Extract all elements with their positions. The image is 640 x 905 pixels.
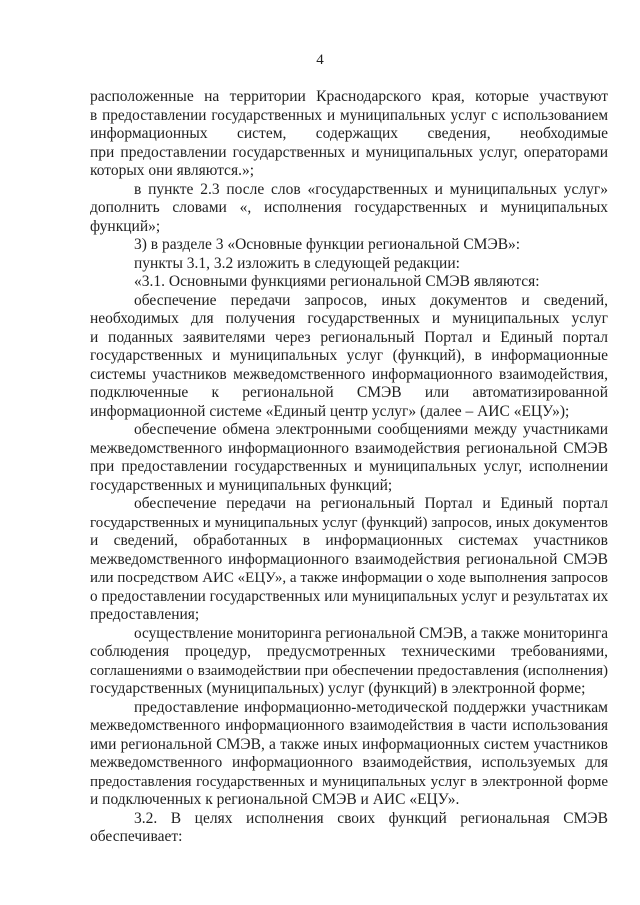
text-line: 3) в разделе 3 «Основные функции региональной СМЭВ»: [134,236,521,253]
text-line: в предоставлении государственных и муниципальных услуг с использованием [90,106,608,124]
text-line: необходимых для получения государственных и муниципальных услуг [90,310,608,327]
text-line: предоставление информационно-методической поддержки участникам [134,698,608,716]
text-line: и подключенных к региональной СМЭВ и АИС «ЕЦУ». [90,791,460,808]
text-line: в пункте 2.3 после слов «государственных и муниципальных услуг» [134,180,608,198]
text-line: обеспечение передачи на региональный Портал и Единый портал [134,495,608,512]
text-line: при предоставлении государственных и муниципальных услуг, исполнении [90,458,608,475]
text-line: системы участников межведомственного информационного взаимодействия, [90,365,608,383]
text-line: обеспечивает: [90,828,183,845]
text-line: межведомственного информационного взаимодействия, используемых для [90,754,608,771]
text-line: информационной системе «Единый центр услуг» (далее – АИС «ЕЦУ»); [90,402,570,420]
text-line: при предоставлении государственных и муниципальных услуг, операторами [90,143,608,161]
text-line: соблюдения процедур, предусмотренных техническими требованиями, [90,643,608,660]
text-line: предоставления; [90,606,200,623]
text-line: государственных и муниципальных функций; [90,476,393,494]
text-line: подключенные к региональной СМЭВ или автоматизированной [90,384,608,401]
text-line: осуществление мониторинга региональной СМЭВ, а также мониторинга [134,624,608,642]
text-line: расположенные на территории Краснодарского края, которые участвуют [90,88,608,105]
text-line: предоставления государственных и муниципальных услуг в электронной форме [90,773,608,790]
text-line: соглашениями о взаимодействии при обеспечении предоставления (исполнения) [90,662,608,679]
text-line: и сведений, обработанных в информационных системах участников [90,532,608,549]
text-line: обеспечение обмена электронными сообщениями между участниками [134,421,608,438]
document-body [90,88,608,847]
text-line: межведомственного информационного взаимодействия в части использования [90,717,608,734]
text-line: пункты 3.1, 3.2 изложить в следующей редакции: [134,254,460,272]
text-line: и поданных заявителями через региональный Портал и Единый портал [90,328,608,346]
text-line: информационных систем, содержащих сведения, необходимые [90,125,608,142]
text-line: ими региональной СМЭВ, а также иных информационных систем участников [90,735,608,753]
page-number: 4 [316,52,324,68]
text-line: межведомственного информационного взаимодействия региональной СМЭВ [90,439,608,457]
text-line: которых они являются.»; [90,162,254,179]
text-line: межведомственного информационного взаимодействия региональной СМЭВ [90,550,608,568]
text-line: или посредством АИС «ЕЦУ», а также информации о ходе выполнения запросов [90,570,608,586]
text-line: функций»; [90,217,161,235]
text-line: обеспечение передачи запросов, иных документов и сведений, [134,291,608,309]
text-line: дополнить словами «, исполнения государственных и муниципальных [90,199,608,216]
text-line: 3.2. В целях исполнения своих функций региональная СМЭВ [134,809,608,827]
text-line: «3.1. Основными функциями региональной СМЭВ являются: [134,273,540,290]
text-line: государственных и муниципальных услуг (функций), в информационные [90,347,608,364]
text-line: государственных и муниципальных услуг (функций) запросов, иных документов [90,514,608,531]
text-line: государственных (муниципальных) услуг (функций) в электронной форме; [90,680,586,697]
text-line: о предоставлении государственных или муниципальных услуг и результатах их [90,587,609,605]
